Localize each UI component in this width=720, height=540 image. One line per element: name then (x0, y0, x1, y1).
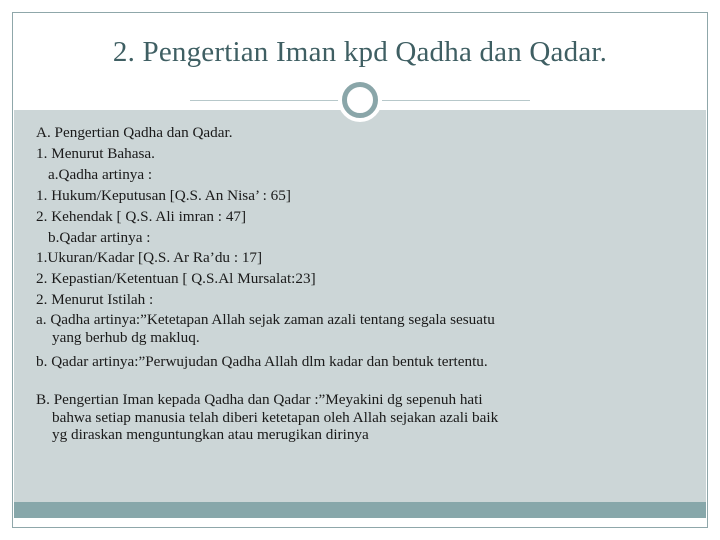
title-divider-right (382, 100, 530, 101)
body-line: yg diraskan menguntungkan atau merugikan dirinya (52, 426, 369, 444)
body-line: 1. Menurut Bahasa. (36, 144, 155, 162)
body-line: 2. Kehendak [ Q.S. Ali imran : 47] (36, 207, 247, 225)
body-line: 2. Kepastian/Ketentuan [ Q.S.Al Mursalat:23] (36, 270, 316, 288)
body-line: a. Qadha artinya:”Ketetapan Allah sejak zaman azali tentang segala sesuatu (36, 311, 495, 329)
body-line: A. Pengertian Qadha dan Qadar. (36, 124, 233, 141)
body-line: 1. Hukum/Keputusan [Q.S. An Nisa’ : 65] (36, 186, 291, 204)
paragraph-gap (36, 373, 696, 391)
body-line: a.Qadha artinya : (48, 165, 153, 183)
slide-title: 2. Pengertian Iman kpd Qadha dan Qadar. (112, 36, 608, 68)
body-line: yang berhub dg makluq. (52, 328, 200, 346)
circle-ornament-icon (338, 78, 382, 122)
body-line: 2. Menurut Istilah : (36, 291, 154, 309)
body-line: b.Qadar artinya : (48, 228, 151, 246)
bottom-accent-band (14, 502, 706, 518)
body-line: b. Qadar artinya:”Perwujudan Qadha Allah dlm kadar dan bentuk tertentu. (36, 353, 488, 371)
slide-body (36, 123, 696, 444)
body-line: 1.Ukuran/Kadar [Q.S. Ar Ra’du : 17] (36, 249, 263, 267)
body-line: B. Pengertian Iman kepada Qadha dan Qadar :”Meyakini dg sepenuh hati (36, 391, 483, 409)
title-divider-left (190, 100, 340, 101)
body-line: bahwa setiap manusia telah diberi ketetapan oleh Allah sejakan azali baik (52, 408, 499, 426)
